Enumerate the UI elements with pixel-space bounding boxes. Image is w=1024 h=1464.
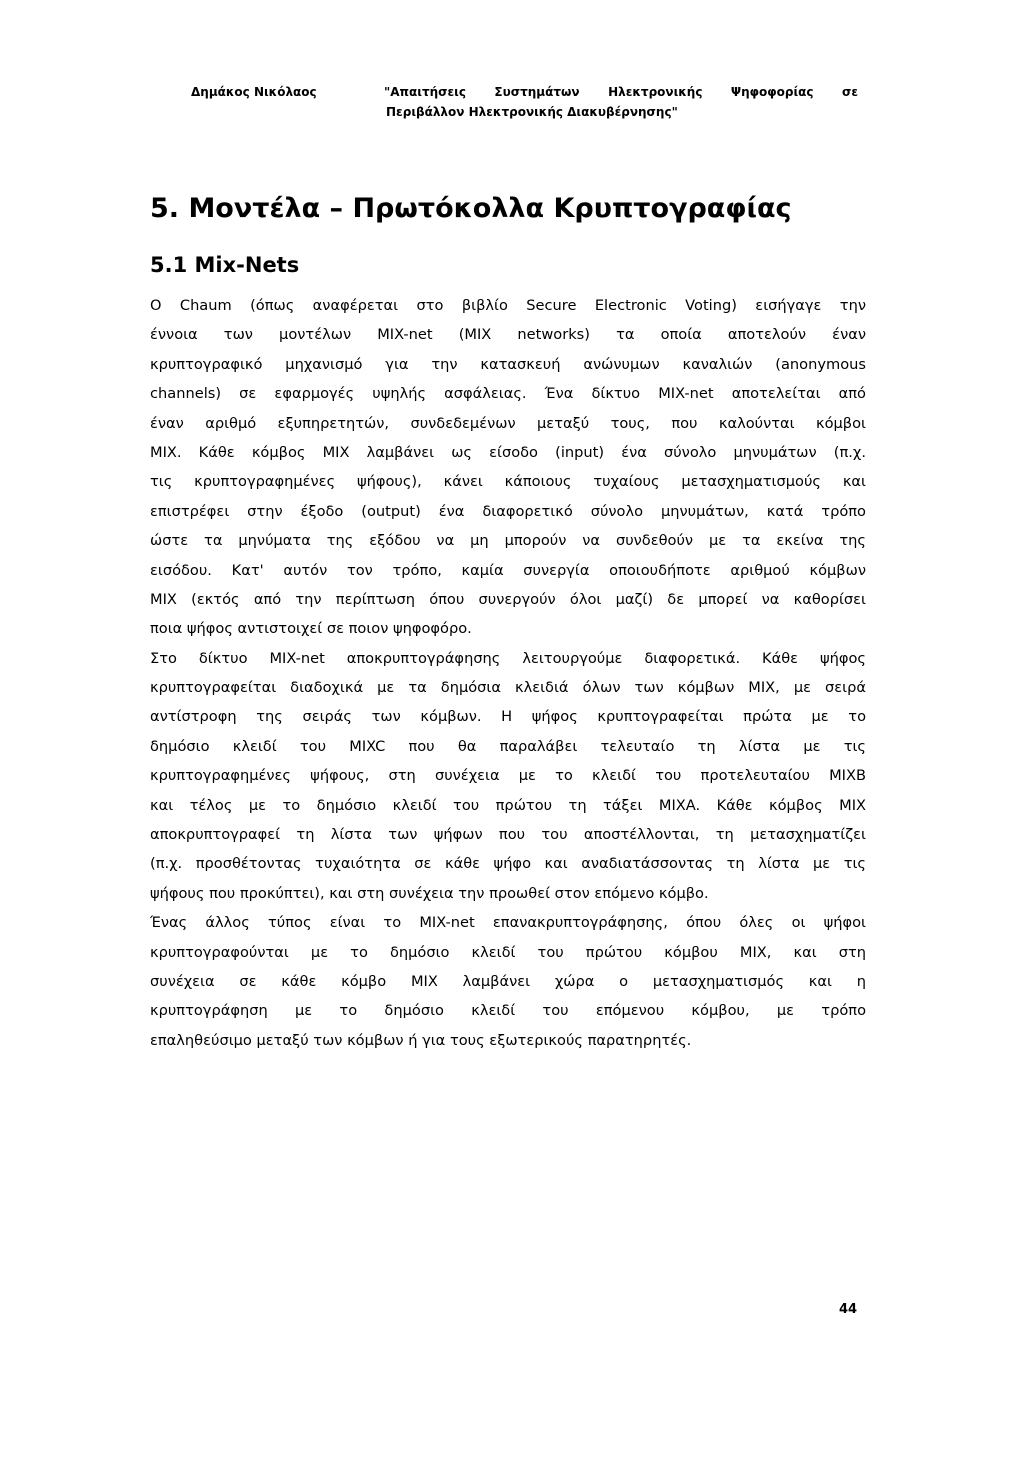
section-heading: 5.1 Mix-Nets [150,253,300,277]
paragraph-line: έννοια των μοντέλων MIX-net (MIX networks) τα οποία αποτελούν έναν [150,326,866,344]
paragraph-line: κρυπτογραφικό μηχανισμό για την κατασκευή ανώνυμων καναλιών (anonymous [150,355,866,373]
paragraph-line: Στο δίκτυο MIX-net αποκρυπτογράφησης λειτουργούμε διαφορετικά. Κάθε ψήφος [150,649,866,667]
header-author: Δημάκος Νικόλαος [191,85,317,99]
paragraph-line: και τέλος με το δημόσιο κλειδί του πρώτου τη τάξει MIXA. Κάθε κόμβος MIX [150,796,866,814]
paragraph-line: MIX (εκτός από την περίπτωση όπου συνεργούν όλοι μαζί) δε μπορεί να καθορίσει [150,590,866,608]
header-title-line-2: Περιβάλλον Ηλεκτρονικής Διακυβέρνησης" [386,105,678,119]
paragraph-line: MIX. Κάθε κόμβος MIX λαμβάνει ως είσοδο (input) ένα σύνολο μηνυμάτων (π.χ. [150,443,866,461]
paragraph-line: (π.χ. προσθέτοντας τυχαιότητα σε κάθε ψήφο και αναδιατάσσοντας τη λίστα με τις [150,855,866,873]
header-title-word: Ηλεκτρονικής [608,85,703,99]
body-text [150,291,866,1055]
paragraph-line: ψήφους που προκύπτει), και στη συνέχεια την προωθεί στον επόμενο κόμβο. [150,884,709,902]
paragraph-line: επιστρέφει στην έξοδο (output) ένα διαφορετικό σύνολο μηνυμάτων, κατά τρόπο [150,502,866,520]
header-title [384,82,858,122]
paragraph-line: αποκρυπτογραφεί τη λίστα των ψήφων που του αποστέλλονται, τη μετασχηματίζει [150,826,866,844]
header-title-word: σε [841,85,858,99]
paragraph-line: κρυπτογραφημένες ψήφους, στη συνέχεια με το κλειδί του προτελευταίου MIXB [150,767,866,785]
paragraph-line: συνέχεια σε κάθε κόμβο MIX λαμβάνει χώρα ο μετασχηματισμός και η [150,972,866,990]
header-title-line-1 [384,82,858,102]
paragraph-line: ώστε τα μηνύματα της εξόδου να μη μπορούν να συνδεθούν με τα εκείνα της [150,532,866,550]
paragraph-line: αντίστροφη της σειράς των κόμβων. Η ψήφος κρυπτογραφείται πρώτα με το [150,708,866,726]
paragraph-line: Ο Chaum (όπως αναφέρεται στο βιβλίο Secure Electronic Voting) εισήγαγε την [150,297,866,314]
paragraph-line: κρυπτογράφηση με το δημόσιο κλειδί του επόμενου κόμβου, με τρόπο [150,1002,866,1020]
paragraph-line: δημόσιο κλειδί του MIXC που θα παραλάβει τελευταίο τη λίστα με τις [150,737,866,755]
chapter-heading: 5. Μοντέλα – Πρωτόκολλα Κρυπτογραφίας [150,193,792,224]
page-number: 44 [839,1302,858,1317]
paragraph-line: κρυπτογραφείται διαδοχικά με τα δημόσια κλειδιά όλων των κόμβων MIX, με σειρά [150,679,866,697]
paragraph-line: Ένας άλλος τύπος είναι το MIX-net επανακρυπτογράφησης, όπου όλες οι ψήφοι [150,914,866,932]
paragraph [150,908,866,1055]
paragraph-line: τις κρυπτογραφημένες ψήφους), κάνει κάποιους τυχαίους μετασχηματισμούς και [150,473,866,491]
header-title-word: Ψηφοφορίας [730,85,814,99]
paragraph [150,644,866,909]
header-title-word: Συστημάτων [494,85,580,99]
paragraph-line: κρυπτογραφούνται με το δημόσιο κλειδί του πρώτου κόμβου MIX, και στη [150,943,866,961]
paragraph-line: επαληθεύσιμο μεταξύ των κόμβων ή για τους εξωτερικούς παρατηρητές. [150,1031,692,1049]
header-title-word: "Απαιτήσεις [384,85,466,99]
paragraph-line: channels) σε εφαρμογές υψηλής ασφάλειας. Ένα δίκτυο MIX-net αποτελείται από [150,385,866,403]
paragraph-line: εισόδου. Κατ' αυτόν τον τρόπο, καμία συνεργία οποιουδήποτε αριθμού κόμβων [150,561,866,579]
paragraph-line: ποια ψήφος αντιστοιχεί σε ποιον ψηφοφόρο. [150,620,472,638]
paragraph-line: έναν αριθμό εξυπηρετητών, συνδεδεμένων μεταξύ τους, που καλούνται κόμβοι [150,414,866,432]
paragraph [150,291,866,644]
